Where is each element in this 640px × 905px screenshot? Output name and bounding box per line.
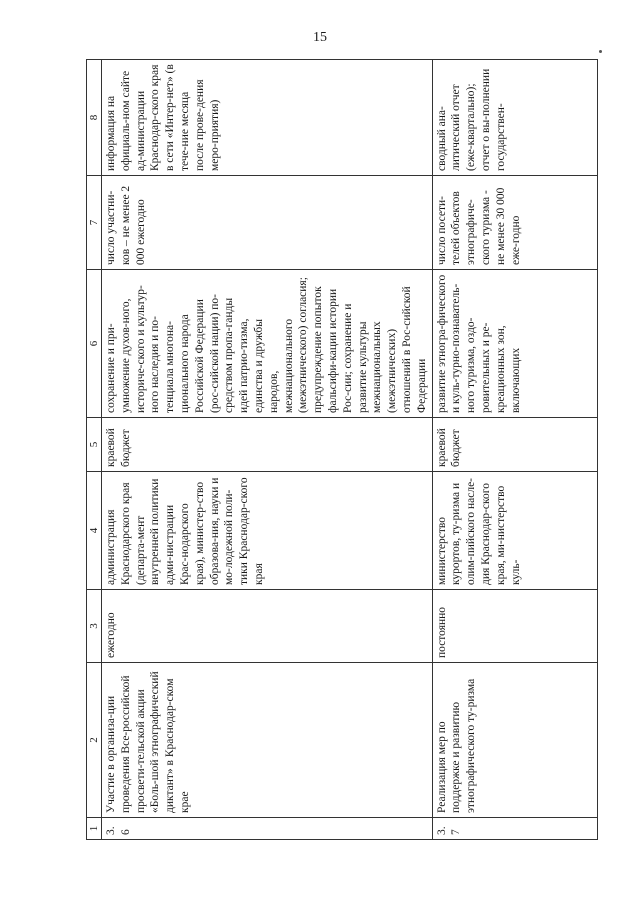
- table-row: [432, 60, 597, 840]
- period-cell: ежегодно: [102, 590, 433, 663]
- table-row: [102, 60, 433, 840]
- page-number: 15: [313, 30, 327, 45]
- header-col-2: 2: [87, 663, 102, 818]
- row-number-cell: 3.6: [102, 818, 433, 840]
- expected-result-cell: сохранение и при-умножение духов-ного, историче-ского и культур-ного наследия и по-тенциала многона-ционального народа Российской Федерации (рос-сийской нации) по-средством пропа-ганды идей патрио-тизма, единства и дружбы народов, межнационального (межэтнического) согласия; предупреждение попыток фальсифи-кации истории Рос-сии; сохранение и развитие культуры межнациональных (межэтнических) отношений в Рос-сийской Федерации: [102, 270, 433, 418]
- header-col-4: 4: [87, 472, 102, 590]
- period-cell: постоянно: [432, 590, 597, 663]
- measure-name-cell: Участие в организа-ции проведения Все-российской просвети-тельской акции «Боль-шой этнографический диктант» в Краснодар-ском крае: [102, 663, 433, 818]
- indicator-cell: число посети-телей объектов этнографиче-ского туризма - не менее 30 000 еже-годно: [432, 176, 597, 270]
- report-form-cell: информация на официаль-ном сайте ад-министрации Краснодар-ского края в сети «Интер-нет» (в тече-ние месяца после прове-дения меро-приятия): [102, 60, 433, 176]
- header-col-3: 3: [87, 590, 102, 663]
- executor-cell: министерство курортов, ту-ризма и олим-пийского насле-дия Краснодар-ского края, ми-нистерство куль-: [432, 472, 597, 590]
- header-col-5: 5: [87, 418, 102, 472]
- measures-table: [86, 59, 598, 840]
- indicator-cell: число участни-ков – не менее 2 000 ежегодно: [102, 176, 433, 270]
- header-col-8: 8: [87, 60, 102, 176]
- rotated-table-container: [86, 60, 596, 840]
- header-col-1: 1: [87, 818, 102, 840]
- funding-cell: краевой бюджет: [432, 418, 597, 472]
- expected-result-cell: развитие этногра-фического и куль-турно-познаватель-ного туризма, оздо-ровительных и ре-креационных зон, включающих: [432, 270, 597, 418]
- header-col-6: 6: [87, 270, 102, 418]
- header-col-7: 7: [87, 176, 102, 270]
- report-form-cell: сводный ана-литический отчет (еже-квартально); отчет о вы-полнении государствен-: [432, 60, 597, 176]
- scan-dot: [599, 50, 602, 53]
- funding-cell: краевой бюджет: [102, 418, 433, 472]
- executor-cell: администрация Краснодарского края (департа-мент внутренней политики адми-нистрации Крас-нодарского края), министер-ство образова-ния, науки и мо-лодежной поли-тики Краснодар-ского края: [102, 472, 433, 590]
- measure-name-cell: Реализация мер по поддержке и развитию этнографического ту-ризма: [432, 663, 597, 818]
- row-number-cell: 3.7: [432, 818, 597, 840]
- header-row: [87, 60, 102, 840]
